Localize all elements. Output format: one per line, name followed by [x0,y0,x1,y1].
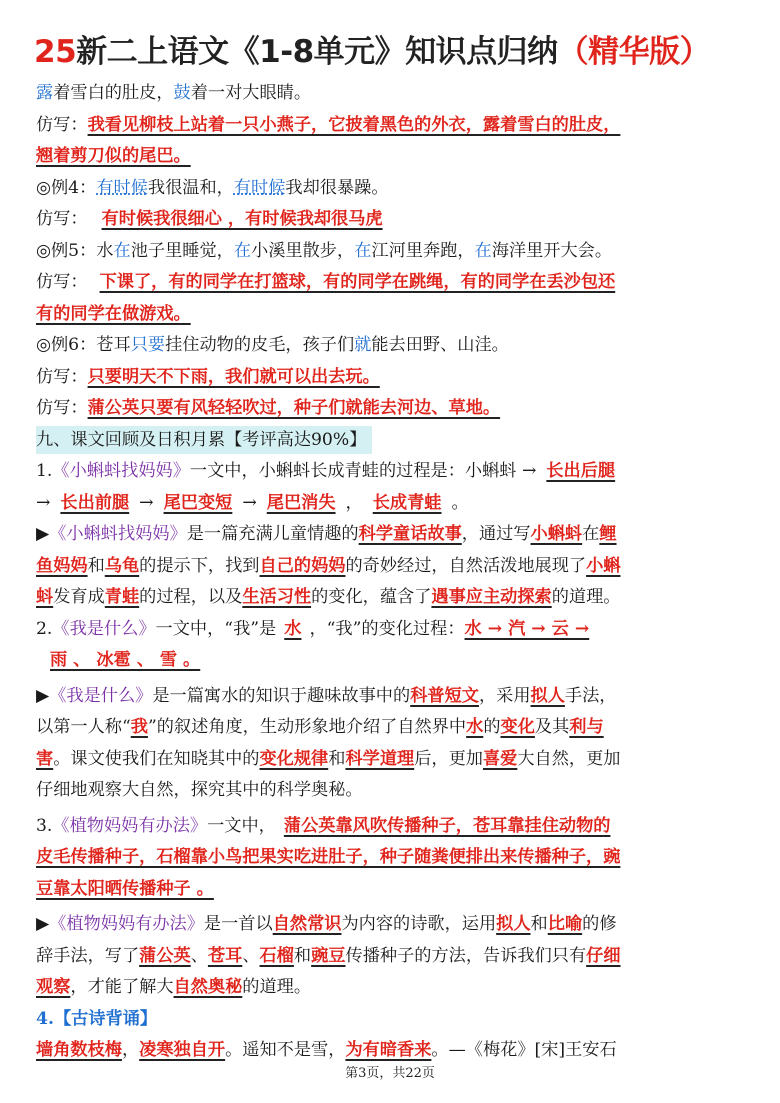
title-tag: （精华版） [557,34,711,70]
text: 着一对大眼睛。 [190,83,312,103]
text: ▶ [36,685,50,706]
answer: 翘着剪刀似的尾巴。 [36,146,191,166]
text: 是一首以 [203,914,273,934]
answer: 水 [284,618,302,639]
text: 和 [328,748,346,769]
answer: 生活习性 [242,587,312,607]
answer: 长出前腿 [60,492,130,513]
answer: 乌龟 [104,555,140,576]
text: 后，更加 [414,748,483,769]
label: ◎例6：苍耳 [36,335,131,355]
text: 2. [36,618,53,639]
answer: 变化 [500,717,535,737]
text: 仔细地观察大自然，探究其中的科学奥秘。 [36,780,363,800]
answer: 我看见柳枝上站着一只小燕子，它披着黑色的外衣，露着雪白的肚皮， [87,114,621,135]
answer: 鱼妈妈 [36,555,88,576]
text: 大自然，更加 [517,748,621,769]
answer: 观察 [36,977,71,997]
answer: 水 [466,717,484,737]
text-line [36,909,750,941]
text-line [36,972,750,1004]
answer: 青蛙 [104,587,140,607]
book-title: 《植物妈妈有办法》 [52,815,208,836]
answer: 豆靠太阳晒传播种子 。 [36,878,214,899]
text-line [36,78,750,110]
answer: 蚪 [36,587,54,607]
answer: 遇事应主动探索 [431,587,552,607]
keyword: 露 [36,83,54,103]
text-line [36,551,750,583]
text: 是一篇寓水的知识于趣味故事中的 [152,685,411,706]
answer: 拟人 [496,914,531,934]
text: ▶ [36,524,50,544]
text-line [36,614,750,646]
text-line [36,141,750,173]
answer: 苍耳 [207,945,243,966]
text-line [36,393,750,425]
label: ◎例5：水 [36,240,114,261]
label: 仿写： [36,272,88,292]
text: 的过程，以及 [139,587,243,607]
text: 我很温和， [147,177,234,198]
text: ”的叙述角度，生动形象地介绍了自然界中 [147,717,467,737]
text-line [36,811,750,843]
text: 我却很暴躁。 [285,177,389,198]
text-line [36,236,750,268]
answer: 皮毛传播种子，石榴靠小鸟把果实吃进肚子，种子随粪便排出来传播种子，豌 [36,847,621,867]
text: 一文中， [207,815,276,836]
text: 及其 [534,717,570,737]
text: ，“我”的变化过程： [309,618,465,639]
text: 一文中，“我”是 [155,618,277,639]
answer: 长成青蛙 [372,492,442,513]
answer: 拟人 [530,685,565,706]
text: 、 [242,945,260,966]
text: 、 [190,945,208,966]
keyword: 在 [474,240,492,261]
answer: 科普短文 [410,685,479,706]
text: 的变化，蕴含了 [311,587,432,607]
answer: 雨 、 冰雹 、 雪 。 [50,650,201,670]
text: → [139,492,154,513]
content-body [36,78,750,1067]
text-line [36,488,750,520]
book-title: 《我是什么》 [49,685,153,706]
text-line [36,204,750,236]
text: ， [345,492,363,513]
answer: 科学童话故事 [358,524,462,544]
keyword: 在 [233,240,252,261]
text: 着雪白的肚皮， [53,83,174,103]
answer: 害 [36,748,54,769]
text-line [36,582,750,614]
text-line [36,173,750,205]
answer: 只要明天不下雨，我们就可以出去玩。 [87,366,380,387]
answer: 为有暗香来 [345,1040,432,1060]
text: → [36,492,51,513]
text-line [36,110,750,142]
answer: 有的同学在做游戏。 [36,303,191,324]
keyword: 有时候 [233,177,286,198]
answer: 我 [130,717,148,737]
text: 传播种子的方法，告诉我们只有 [345,945,587,966]
text-line [36,519,750,551]
answer: 仔细 [586,945,621,966]
page-title [34,30,710,74]
keyword: 在 [113,240,131,261]
answer: 有时候我很细心 ，有时候我却很马虎 [101,209,383,229]
text: 。—《梅花》[宋]王安石 [431,1040,617,1060]
title-number: 25 [34,34,77,70]
text-line [36,299,750,331]
answer: 科学道理 [345,748,415,769]
text-line [36,744,750,776]
text: ▶ [36,914,50,934]
text-line [36,712,750,744]
label: 仿写： [36,366,88,387]
text: 发育成 [53,587,105,607]
answer: 蒲公英 [139,945,191,966]
text: 是一篇充满儿童情趣的 [186,524,359,544]
keyword: 在 [354,240,372,261]
answer: 自然奥秘 [173,977,243,997]
answer: 鲤 [599,524,617,544]
title-main: 新二上语文《1-8单元》知识点归纳 [76,34,558,70]
text-line [36,1004,750,1036]
answer: 尾巴消失 [266,492,336,513]
text: 挂住动物的皮毛，孩子们 [165,335,355,355]
text: → [242,492,257,513]
book-title: 《小蝌蚪找妈妈》 [52,461,190,481]
text: 能去田野、山洼。 [371,335,509,355]
section-heading [36,425,750,457]
text: ，通过写 [461,524,531,544]
text: 。遥知不是雪， [225,1040,346,1060]
subsection-title: 4.【古诗背诵】 [36,1008,158,1029]
text: 的道理。 [551,587,621,607]
text: 以第一人称“ [36,717,131,737]
text: 的 [483,717,501,737]
keyword: 有时候 [96,177,148,198]
text-line [36,775,750,807]
answer: 小蝌 [586,555,621,576]
text-line [36,456,750,488]
text: 海洋里开大会。 [491,240,613,261]
text-line [36,941,750,973]
text: ，采用 [478,685,531,706]
text: 为内容的诗歌，运用 [341,914,497,934]
text: 的道理。 [242,977,312,997]
text: 和 [530,914,548,934]
text: 3. [36,815,53,836]
text: 。 [451,492,469,513]
label: ◎例4： [36,177,97,198]
text: 手法， [564,685,617,706]
answer: 墙角数枝梅 [36,1040,122,1060]
text: 。课文使我们在知晓其中的 [53,748,260,769]
text: 的提示下，找到 [139,555,260,576]
keyword: 就 [354,335,372,355]
text: ，才能了解大 [70,977,174,997]
text-line [36,645,750,677]
answer: 凌寒独自开 [139,1040,226,1060]
text: 和 [87,555,105,576]
text-line [36,842,750,874]
answer: 水 → 汽 → 云 → [464,618,590,639]
text: 在 [582,524,600,544]
answer: 小蝌蚪 [530,524,583,544]
answer: 变化规律 [259,748,329,769]
text: 的奇妙经过，自然活泼地展现了 [345,555,587,576]
text: 辞手法，写了 [36,945,140,966]
text: 1. [36,461,53,481]
answer: 豌豆 [311,945,346,966]
answer: 蒲公英靠风吹传播种子，苍耳靠挂住动物的 [283,815,611,836]
answer: 喜爱 [482,748,518,769]
text: 一文中，小蝌蚪长成青蛙的过程是：小蝌蚪 → [189,461,537,481]
keyword: 鼓 [173,83,191,103]
answer: 比喻 [547,914,583,934]
text-line [36,267,750,299]
text: 小溪里散步， [251,240,355,261]
text: 江河里奔跑， [371,240,475,261]
answer: 利与 [569,717,604,737]
text: ， [121,1040,140,1060]
keyword: 只要 [130,335,166,355]
text-line [36,330,750,362]
answer: 石榴 [259,945,294,966]
label: 仿写： [36,114,88,135]
answer: 蒲公英只要有风轻轻吹过，种子们就能去河边、草地。 [87,398,501,418]
answer: 尾巴变短 [163,492,233,513]
text: 和 [293,945,312,966]
answer: 自然常识 [272,914,342,934]
book-title: 《植物妈妈有办法》 [49,914,204,934]
label: 仿写： [36,398,88,418]
label: 仿写： [36,209,88,229]
text-line [36,874,750,906]
answer: 长出后腿 [546,461,616,481]
text-line [36,681,750,713]
text-line [36,362,750,394]
page-number: 第3页，共22页 [345,1066,435,1081]
answer: 自己的妈妈 [259,555,346,576]
book-title: 《小蝌蚪找妈妈》 [49,524,187,544]
section-title: 九、课文回顾及日积月累【考评高达90%】 [36,426,372,454]
answer: 下课了，有的同学在打篮球，有的同学在跳绳，有的同学在丢沙包还 [99,272,616,292]
text: 池子里睡觉， [130,240,234,261]
book-title: 《我是什么》 [52,618,156,639]
text: 的修 [582,914,617,934]
